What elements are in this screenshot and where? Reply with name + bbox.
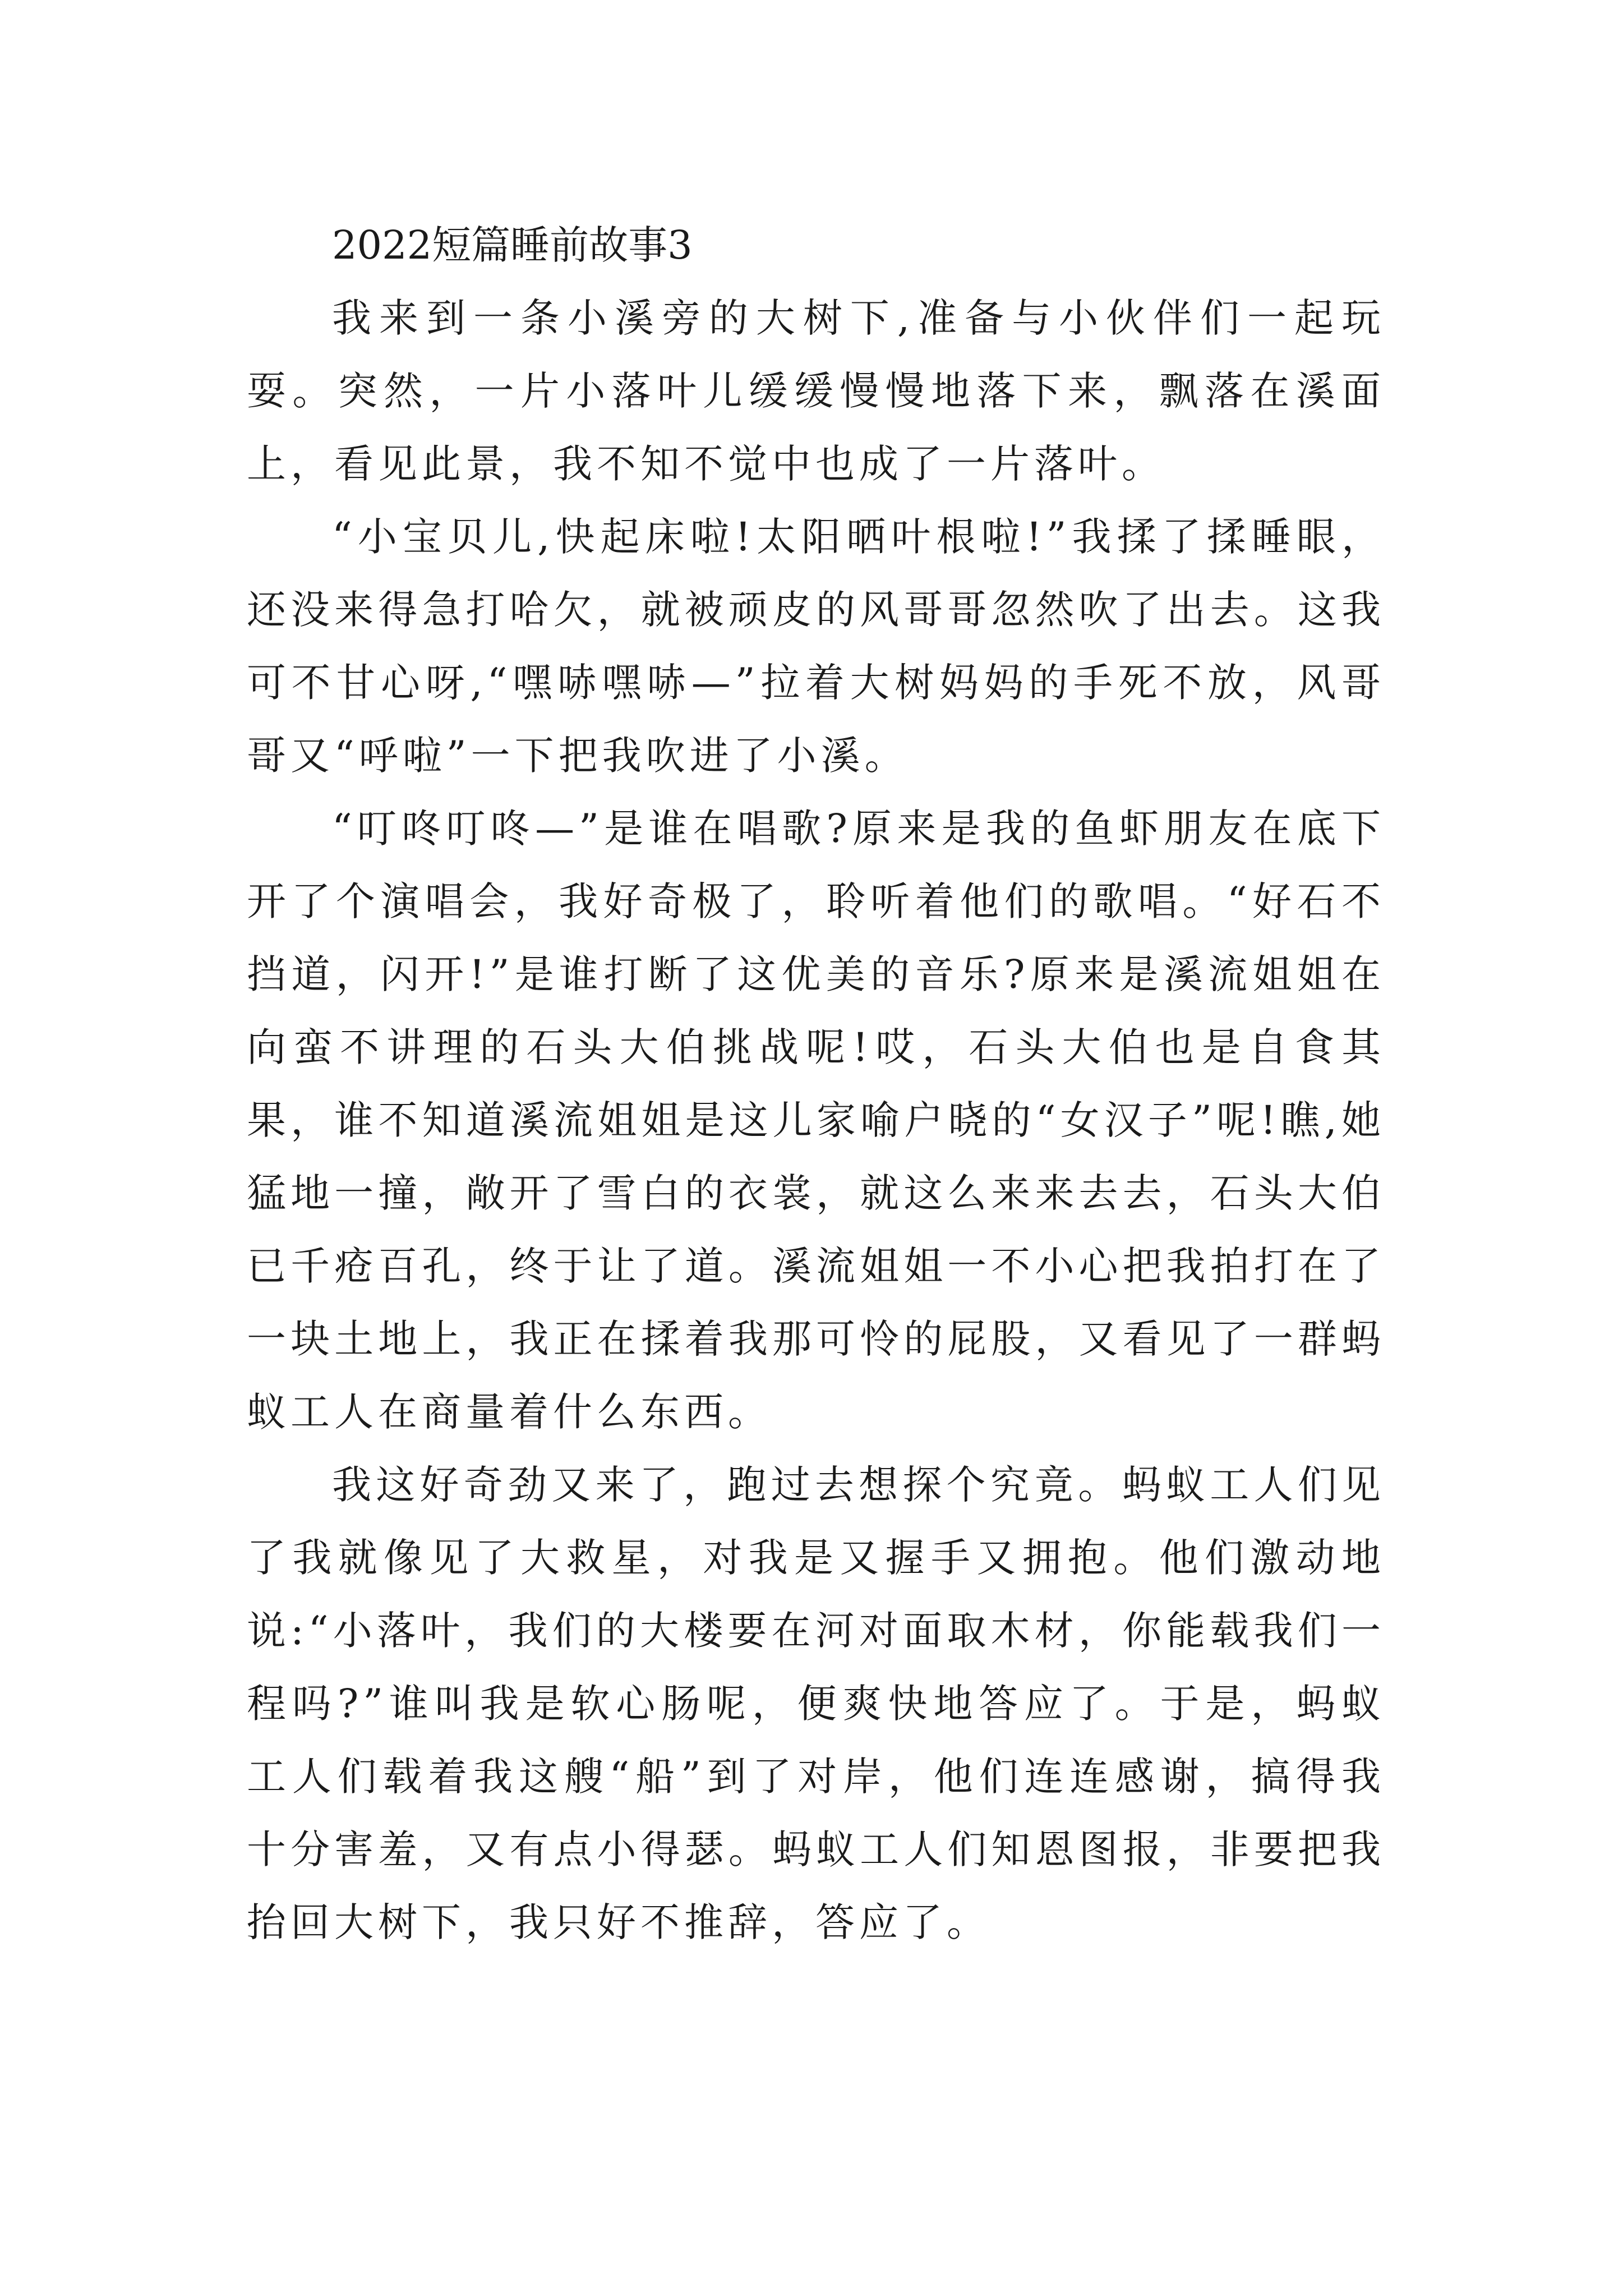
paragraph-1: 我来到一条小溪旁的大树下,准备与小伙伴们一起玩耍。突然，一片小落叶儿缓缓慢慢地落下来，飘落在溪面上，看见此景，我不知不觉中也成了一片落叶。 [247, 295, 1385, 487]
paragraph-3: “叮咚叮咚—”是谁在唱歌?原来是我的鱼虾朋友在底下开了个演唱会，我好奇极了，聆听着他们的歌唱。“好石不挡道，闪开!”是谁打断了这优美的音乐?原来是溪流姐姐在向蛮不讲理的石头大伯挑战呢!哎，石头大伯也是自食其果，谁不知道溪流姐姐是这儿家喻户晓的“女汉子”呢!瞧,她猛地一撞，敞开了雪白的衣裳，就这么来来去去，石头大伯已千疮百孔，终于让了道。溪流姐姐一不小心把我拍打在了一块土地上，我正在揉着我那可怜的屁股，又看见了一群蚂蚁工人在商量着什么东西。 [247, 806, 1385, 1435]
paragraph-4: 我这好奇劲又来了，跑过去想探个究竟。蚂蚁工人们见了我就像见了大救星，对我是又握手又拥抱。他们激动地说:“小落叶，我们的大楼要在河对面取木材，你能载我们一程吗?”谁叫我是软心肠呢，便爽快地答应了。于是，蚂蚁工人们载着我这艘“船”到了对岸，他们连连感谢，搞得我十分害羞，又有点小得瑟。蚂蚁工人们知恩图报，非要把我抬回大树下，我只好不推辞，答应了。 [247, 1462, 1385, 1945]
paragraph-2: “小宝贝儿,快起床啦!太阳晒叶根啦!”我揉了揉睡眼，还没来得急打哈欠，就被顽皮的风哥哥忽然吹了出去。这我可不甘心呀,“嘿哧嘿哧—”拉着大树妈妈的手死不放，风哥哥又“呼啦”一下把我吹进了小溪。 [247, 514, 1385, 779]
document-body [247, 209, 1385, 1959]
document-title: 2022短篇睡前故事3 [332, 222, 693, 268]
